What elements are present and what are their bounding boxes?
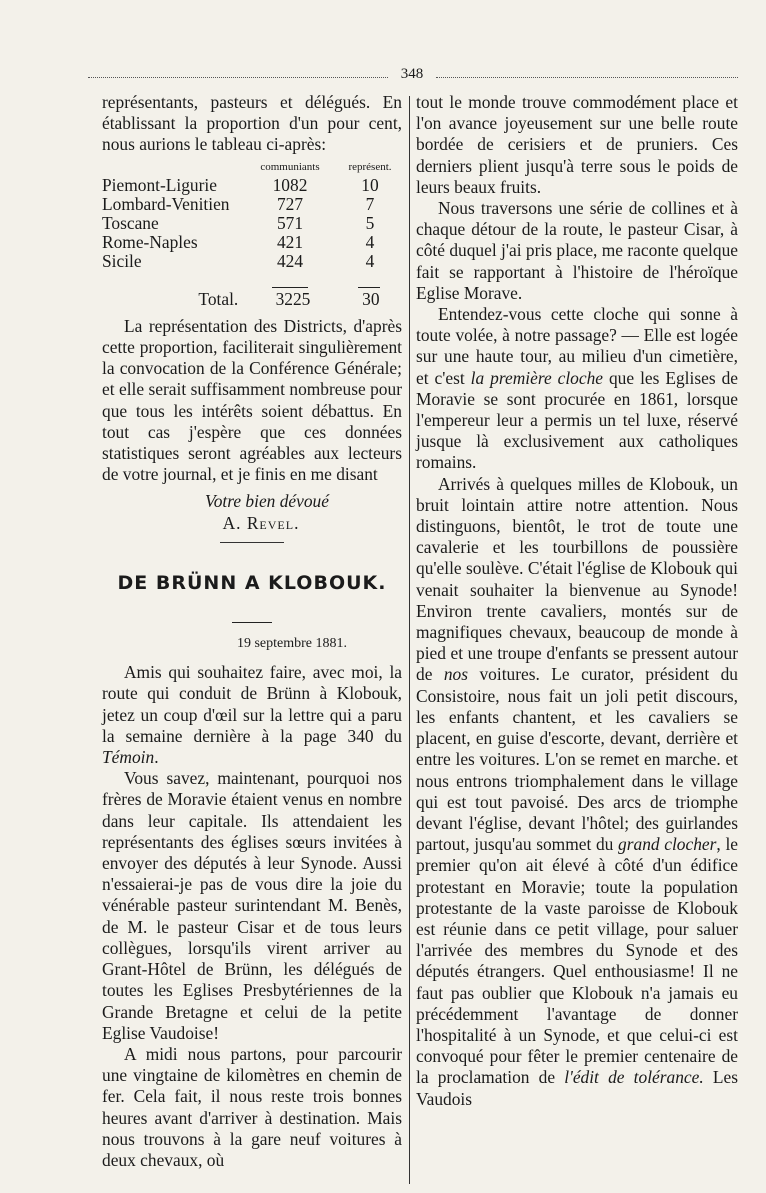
article-title: DE BRÜNN A KLOBOUK. [117, 571, 387, 594]
paragraph-a-midi: A midi nous partons, pour parcourir une vingtaine de kilomètres en chemin de fer. Cela fait, il nous reste trois bonnes heures avant d'arriver à destination. Mais nous trouvons à la gare neuf voitures à deux chevaux, où [102, 1043, 402, 1170]
article-date: 19 septembre 1881. [236, 636, 348, 652]
header-communiants: communiants [260, 160, 320, 173]
table-row: Rome-Naples 421 4 [102, 231, 375, 252]
representation-paragraph: La représentation des Districts, d'après cette proportion, faciliterait singulièrement la convocation de la Conférence Générale; et elle serait suffisamment nombreuse pour que tous les intérêts soient débattus. En tout cas j'espère que ces données statistiques seront agréables aux lecteurs de votre journal, et je finis en me disant [102, 315, 402, 485]
right-column [416, 92, 738, 1110]
table-row: Sicile 424 4 [102, 250, 375, 271]
paragraph-amis: Amis qui souhaitez faire, avec moi, la route qui conduit de Brünn à Klobouk, jetez un coup d'œil sur la lettre qui a paru la semaine dernière à la page 340 du Témoin. [102, 662, 402, 768]
header-rule-left [88, 77, 388, 78]
table-row: Piemont-Ligurie 1082 10 [102, 174, 379, 195]
section-separator [220, 542, 284, 543]
column-divider [409, 96, 410, 1184]
table-row: Lombard-Venitien 727 7 [102, 193, 375, 214]
statistics-table [102, 160, 402, 310]
closing-line: Votre bien dévoué [205, 491, 329, 512]
paragraph-nous-traversons: Nous traversons une série de collines et à chaque détour de la route, le pasteur Cisar, à côté duquel j'ai pris place, me raconte quelque fait se rapportant à l'histoire de l'héroïque Eglise Morave. [416, 198, 738, 303]
left-column [102, 92, 402, 1171]
page-number: 348 [400, 66, 424, 82]
paragraph-vous-savez: Vous savez, maintenant, pourquoi nos frères de Moravie étaient venus en nombre dans leur capitale. Ils attendaient les représentants des églises sœurs invitées à envoyer des députés à leur Synode. Aussi n'essaierai-je pas de vous dire la joie du vénérable pasteur surintendant M. Benès, de M. le pasteur Cisar et de tous leurs collègues, lorsqu'ils virent arriver au Grant-Hôtel de Brünn, les délégués de toutes les Eglises Presbytériennes de la Grande Bretagne et celui de la petite Eglise Vaudoise! [102, 768, 402, 1043]
total-communiants: 3225 [275, 288, 311, 309]
table-row: Toscane 571 5 [102, 212, 375, 233]
paragraph-arrives: Arrivés à quelques milles de Klobouk, un bruit lointain attire notre attention. Nous distinguons, bientôt, le trot de toute une cavalerie et les tourbillons de poussière qu'elle soulève. C'était l'église de Klobouk qui venait souhaiter la bienvenue au Synode! Environ trente cavaliers, montés sur de magnifiques chevaux, beaucoup de monde à pied et une troupe d'enfants se pressent autour de nos voitures. Le curator, président du Consistoire, nous fait un joli petit discours, les enfants chantent, et les cavaliers se placent, en guise d'escorte, devant, derrière et entre les voitures. L'on se remet en marche. et nous entrons triomphalement dans le village qui est tout pavoisé. Des arcs de triomphe devant l'église, devant l'hôtel; des guirlandes partout, jusqu'au sommet du grand clocher, le premier qu'on ait élevé à côté d'un édifice protestant en Moravie; toute la population protestante de la vaste paroisse de Klobouk est réunie dans ce petit village, pour saluer l'arrivée des membres du Synode et des députés étrangers. Quel enthousiasme! Il ne faut pas oublier que Klobouk n'a jamais eu précédemment l'avantage de donner l'hospitalité à un Synode, et que celui-ci est convoqué pour fêter le premier centenaire de la proclamation de l'édit de tolérance. Les Vaudois [416, 473, 739, 1109]
header-represent: représent. [348, 160, 392, 173]
table-total-row [102, 289, 402, 310]
total-represent: 30 [362, 288, 380, 309]
intro-paragraph: représentants, pasteurs et délégués. En établissant la proportion d'un pour cent, nous aurions le tableau ci-après: [102, 92, 402, 155]
page-header [88, 66, 738, 88]
paragraph-entendez: Entendez-vous cette cloche qui sonne à toute volée, à notre passage? — Elle est logée sur une haute tour, au milieu d'un cimetière, et c'est la première cloche que les Eglises de Moravie se sont procurée en 1861, lorsque l'empereur leur a permis un tel luxe, réservé jusque là exclusivement aux catholiques romains. [416, 304, 738, 473]
table-header [102, 160, 402, 174]
total-label: Total. [198, 288, 239, 309]
title-rule [232, 622, 272, 623]
header-rule-right [436, 77, 738, 78]
signature: A. Revel. [222, 512, 300, 533]
paragraph-tout: tout le monde trouve commodément place et l'on avance joyeusement sur une belle route bordée de cerisiers et de pruniers. Ces derniers plient jusqu'à terre sous le poids de leurs beaux fruits. [416, 92, 738, 197]
